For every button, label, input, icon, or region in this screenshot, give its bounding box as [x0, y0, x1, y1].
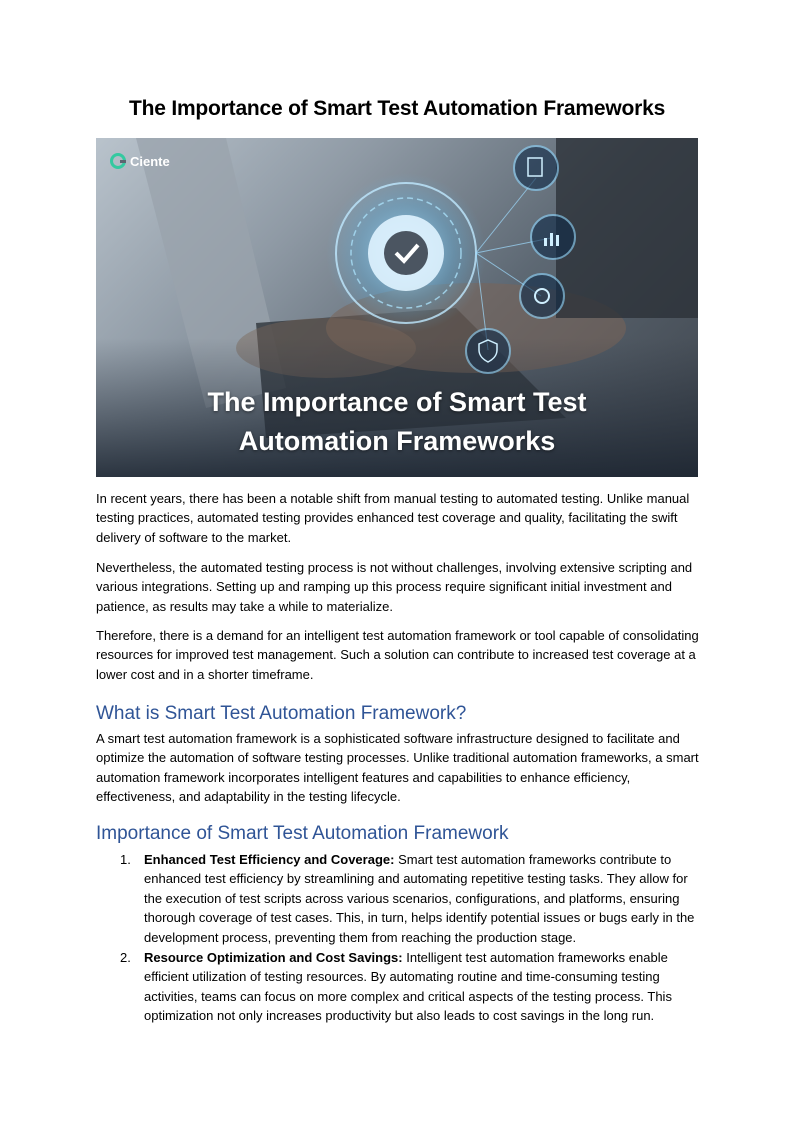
list-item-text: Intelligent test automation frameworks enable efficient utilization of testing resources. By automating routine and time-consuming testing activities, teams can focus on more complex and critical aspects of the testing process. This optimization not only increases productivity but also leads to cost savings in the long run. [144, 950, 672, 1024]
intro-paragraph-3: Therefore, there is a demand for an intelligent test automation framework or tool capable of consolidating resources for improved test management. Such a solution can contribute to increased test coverage at a lower cost and in a shorter timeframe. [96, 628, 699, 682]
ciente-logo-icon [110, 153, 126, 169]
list-item [96, 850, 700, 947]
section-heading-importance: Importance of Smart Test Automation Framework [96, 823, 509, 844]
list-item-text: Smart test automation frameworks contribute to enhanced test efficiency by streamlining and automating repetitive testing tasks. They allow for the execution of test scripts across various scenarios, configurations, and platforms, ensuring thorough coverage of test cases. This, in turn, helps identify potential issues or bugs early in the development process, preventing them from reaching the production stage. [144, 852, 695, 945]
page-title: The Importance of Smart Test Automation Frameworks [128, 97, 666, 120]
checklist-gear-icon [514, 146, 558, 190]
gear-chip-icon [520, 274, 564, 318]
hero-heading-line-1: The Importance of Smart Test [207, 387, 587, 417]
brand-name: Ciente [130, 153, 170, 169]
shield-check-icon [466, 329, 510, 373]
section-what-is-text: A smart test automation framework is a sophisticated software infrastructure designed to facilitate and optimize the automation of software testing processes. Unlike traditional automation frameworks, a smart automation framework incorporates intelligent features and capabilities to enhance efficiency, effectiveness, and adaptability in the testing lifecycle. [96, 731, 699, 805]
intro-paragraph-1: In recent years, there has been a notable shift from manual testing to automated testing. Unlike manual testing practices, automated testing provides enhanced test coverage and quality, facilitating the swift delivery of software to the market. [96, 491, 690, 545]
hero-image [96, 138, 698, 477]
list-item-title: Enhanced Test Efficiency and Coverage: [144, 852, 395, 867]
section-heading-what-is: What is Smart Test Automation Framework? [96, 703, 467, 724]
importance-list [96, 850, 700, 1027]
hero-heading-line-2: Automation Frameworks [238, 426, 556, 456]
list-number: 2. [120, 950, 131, 966]
list-item [96, 948, 700, 1026]
bar-chart-icon [531, 215, 575, 259]
intro-paragraph-2: Nevertheless, the automated testing process is not without challenges, involving extensive scripting and various integrations. Setting up and ramping up this process require significant initial investment and patience, as results may take a while to materialize. [96, 560, 693, 614]
list-item-title: Resource Optimization and Cost Savings: [144, 950, 403, 966]
list-number: 1. [120, 852, 131, 867]
brand-logo [110, 153, 170, 169]
